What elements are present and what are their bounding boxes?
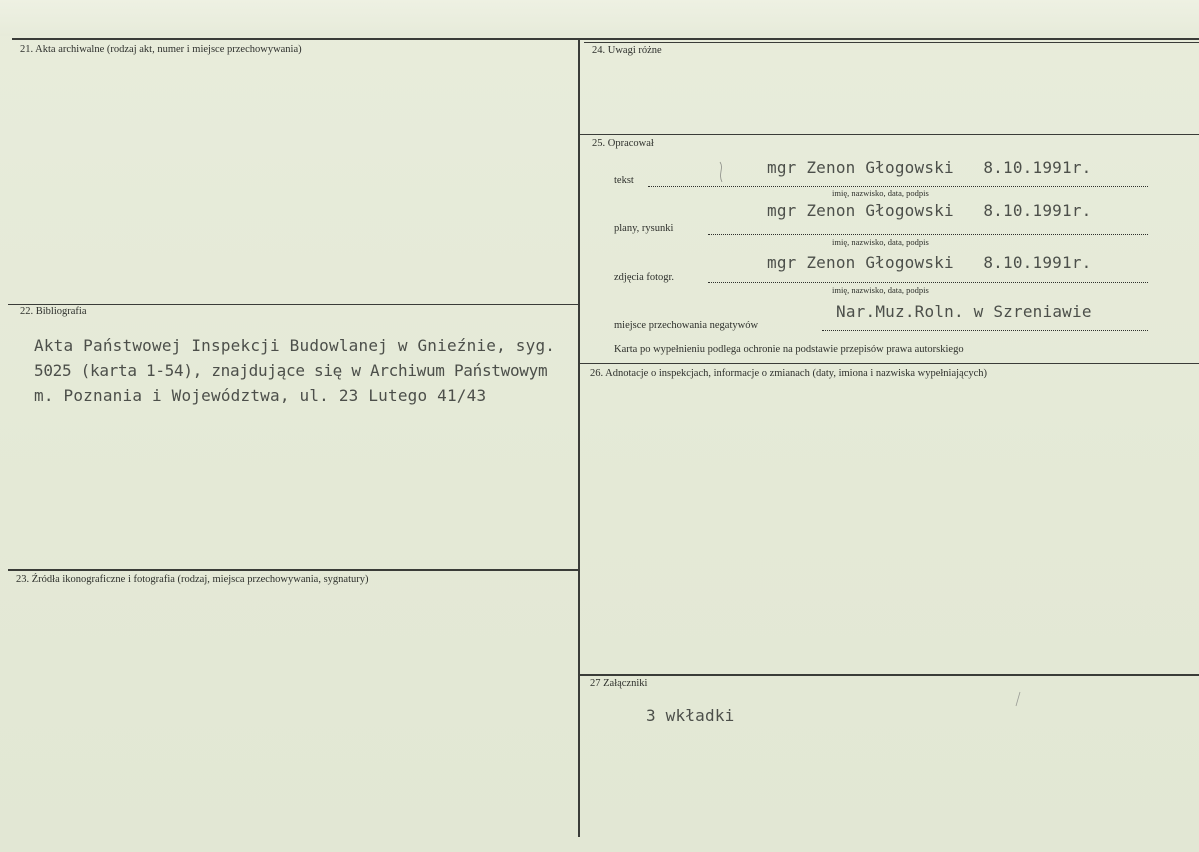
text-field-caption: imię, nazwisko, data, podpis	[832, 188, 929, 198]
divider-21-22	[8, 304, 580, 305]
divider-22-23	[8, 569, 580, 571]
signature-mark	[712, 160, 742, 184]
section-25-label: 25. Opracował	[592, 138, 654, 149]
section-27-label: 27 Załączniki	[590, 678, 648, 689]
attachments-value: 3 wkładki	[646, 706, 735, 725]
photos-field-line	[708, 282, 1148, 283]
section-26-label: 26. Adnotacje o inspekcjach, informacje o zmianach (daty, imiona i nazwiska wypełniających)	[590, 368, 988, 379]
divider-24-25	[580, 134, 1199, 135]
bibliography-line-1: Akta Państwowej Inspekcji Budowlanej w Gnieźnie, syg.	[34, 336, 556, 355]
text-field-line	[648, 186, 1148, 187]
bibliography-line-3: m. Poznania i Województwa, ul. 23 Lutego 41/43	[34, 386, 487, 405]
photos-field-label: zdjęcia fotogr.	[614, 272, 675, 283]
negatives-field-label: miejsce przechowania negatywów	[614, 320, 759, 331]
card-top-edge	[0, 0, 1199, 36]
text-field-label: tekst	[614, 175, 634, 186]
section-21-label: 21. Akta archiwalne (rodzaj akt, numer i miejsce przechowywania)	[20, 44, 302, 55]
plans-field-caption: imię, nazwisko, data, podpis	[832, 237, 929, 247]
negatives-location-value: Nar.Muz.Roln. w Szreniawie	[836, 302, 1092, 321]
author-plans-value: mgr Zenon Głogowski 8.10.1991r.	[767, 201, 1092, 220]
divider-25-26	[580, 363, 1199, 364]
pencil-mark	[1010, 690, 1030, 710]
section-22-label: 22. Bibliografia	[20, 306, 87, 317]
plans-field-label: plany, rysunki	[614, 223, 674, 234]
section-23-label: 23. Źródła ikonograficzne i fotografia (rodzaj, miejsca przechowywania, sygnatury)	[16, 574, 369, 585]
column-divider	[578, 40, 580, 837]
top-border	[12, 38, 1199, 40]
bibliography-line-2: 5025 (karta 1-54), znajdujące się w Archiwum Państwowym	[34, 361, 548, 380]
section-24-label: 24. Uwagi różne	[592, 45, 662, 56]
plans-field-line	[708, 234, 1148, 235]
copyright-note: Karta po wypełnieniu podlega ochronie na podstawie przepisów prawa autorskiego	[614, 344, 964, 355]
photos-field-caption: imię, nazwisko, data, podpis	[832, 285, 929, 295]
negatives-field-line	[822, 330, 1148, 331]
author-photos-value: mgr Zenon Głogowski 8.10.1991r.	[767, 253, 1092, 272]
author-text-value: mgr Zenon Głogowski 8.10.1991r.	[767, 158, 1092, 177]
top-border-right	[584, 42, 1199, 43]
divider-26-27	[580, 674, 1199, 676]
